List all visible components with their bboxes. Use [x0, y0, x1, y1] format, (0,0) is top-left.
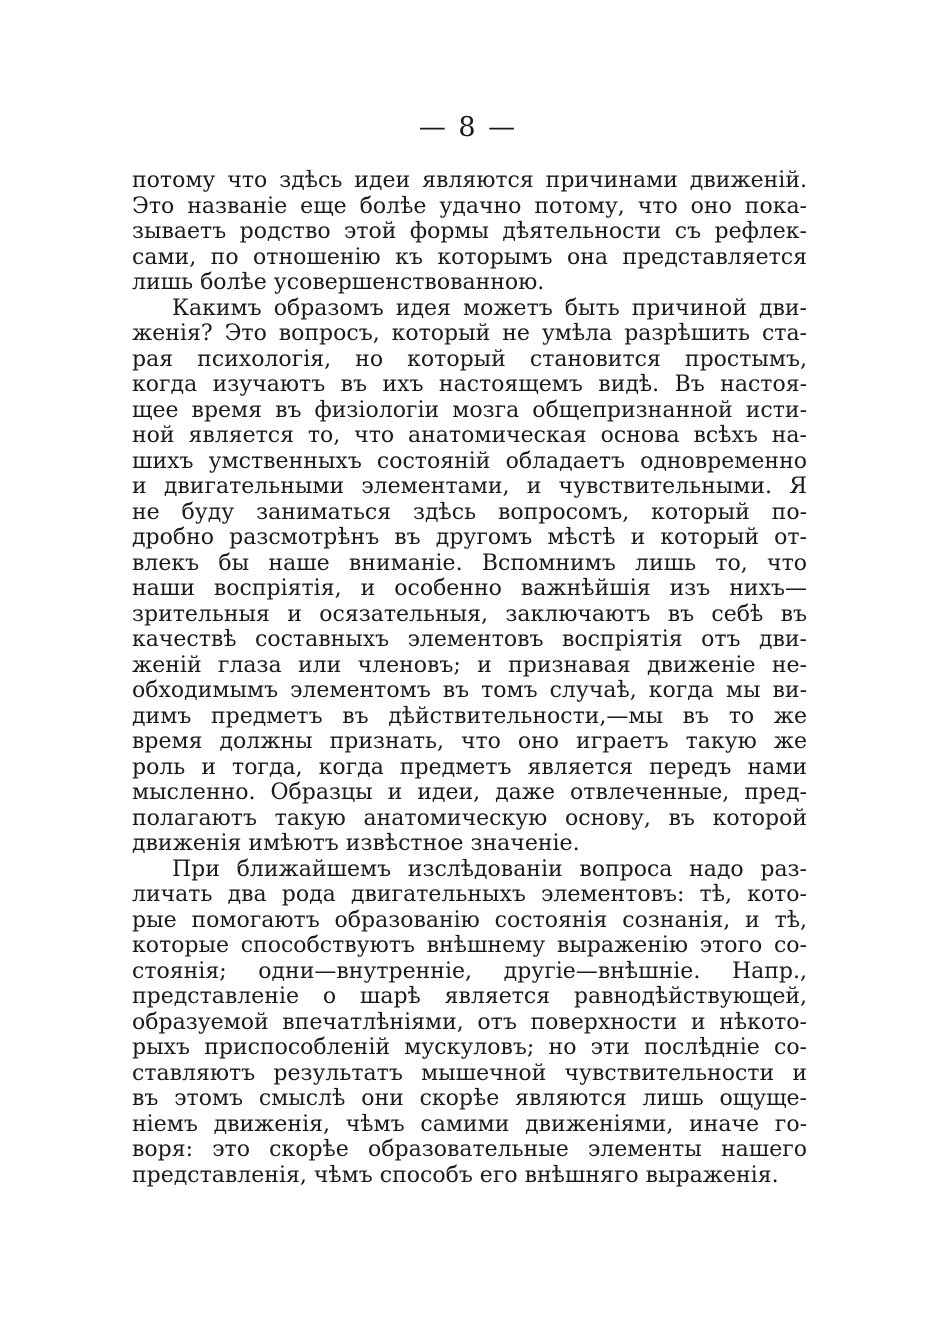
- paragraph: [132, 168, 807, 296]
- text-line: женій глаза или членовъ; и признавая движеніе не-: [132, 652, 807, 678]
- text-body: [132, 168, 807, 1188]
- text-line: зываетъ родство этой формы дѣятельности съ рефлек-: [132, 219, 807, 244]
- text-line: щее время въ физіологіи мозга общепризнанной исти-: [132, 397, 807, 423]
- text-line: рыхъ приспособленій мускуловъ; но эти послѣдніе со-: [132, 1035, 807, 1060]
- paragraph: [132, 296, 807, 857]
- text-line: При ближайшемъ изслѣдованіи вопроса надо раз-: [172, 856, 807, 882]
- text-line: наши воспріятія, и особенно важнѣйшія изъ нихъ—: [132, 576, 807, 601]
- text-line: образуемой впечатлѣніями, отъ поверхности и нѣкото-: [132, 1009, 807, 1035]
- text-line: и двигательными элементами, и чувствительными. Я: [132, 474, 807, 499]
- text-line: Это названіе еще болѣе удачно потому, что оно пока-: [132, 193, 807, 219]
- text-line: лишь болѣе усовершенствованною.: [132, 270, 545, 295]
- text-line: потому что здѣсь идеи являются причинами движеній.: [132, 168, 807, 193]
- text-line: не буду заниматься здѣсь вопросомъ, который по-: [132, 499, 807, 525]
- text-line: рые помогаютъ образованію состоянія сознанія, и тѣ,: [132, 907, 807, 933]
- text-line: представленія, чѣмъ способъ его внѣшняго выраженія.: [132, 1162, 779, 1188]
- text-line: сами, по отношенію къ которымъ она представляется: [132, 244, 807, 270]
- text-line: личать два рода двигательныхъ элементовъ: тѣ, кото-: [132, 882, 807, 907]
- text-line: роль и тогда, когда предметъ является передъ нами: [132, 754, 807, 780]
- text-line: въ этомъ смыслѣ они скорѣе являются лишь ощуще-: [132, 1086, 807, 1111]
- text-line: стоянія; одни—внутренніе, другіе—внѣшніе. Напр.,: [132, 958, 807, 984]
- text-line: влекъ бы наше вниманіе. Вспомнимъ лишь то, что: [132, 550, 807, 576]
- text-line: когда изучаютъ въ ихъ настоящемъ видѣ. Въ настоя-: [132, 372, 807, 397]
- text-line: ставляютъ результатъ мышечной чувствительности и: [132, 1060, 807, 1086]
- text-line: шихъ умственныхъ состояній обладаетъ одновременно: [132, 448, 807, 474]
- text-line: рая психологія, но который становится простымъ,: [132, 346, 807, 372]
- text-line: зрительныя и осязательныя, заключаютъ въ себѣ въ: [132, 601, 807, 627]
- text-line: ніемъ движенія, чѣмъ самими движеніями, иначе го-: [132, 1111, 807, 1137]
- text-line: представленіе о шарѣ является равнодѣйствующей,: [132, 984, 807, 1009]
- text-line: качествѣ составныхъ элементовъ воспріятія отъ дви-: [132, 627, 807, 652]
- text-line: женія? Это вопросъ, который не умѣла разрѣшить ста-: [132, 321, 807, 346]
- text-line: движенія имѣютъ извѣстное значеніе.: [132, 831, 580, 856]
- text-line: полагаютъ такую анатомическую основу, въ которой: [132, 805, 807, 831]
- text-line: время должны признать, что оно играетъ такую же: [132, 729, 807, 754]
- text-line: димъ предметъ въ дѣйствительности,—мы въ то же: [132, 703, 807, 729]
- text-line: воря: это скорѣе образовательные элементы нашего: [132, 1137, 807, 1162]
- paragraph: [132, 857, 807, 1189]
- text-line: которые способствуютъ внѣшнему выраженію этого со-: [132, 933, 807, 958]
- page-number: — 8 —: [418, 112, 518, 143]
- text-line: мысленно. Образцы и идеи, даже отвлеченные, пред-: [132, 780, 807, 805]
- text-line: ной является то, что анатомическая основа всѣхъ на-: [132, 423, 807, 448]
- text-line: обходимымъ элементомъ въ томъ случаѣ, когда мы ви-: [132, 678, 807, 703]
- text-line: дробно разсмотрѣнъ въ другомъ мѣстѣ и который от-: [132, 525, 807, 550]
- text-line: Какимъ образомъ идея можетъ быть причиной дви-: [172, 295, 807, 321]
